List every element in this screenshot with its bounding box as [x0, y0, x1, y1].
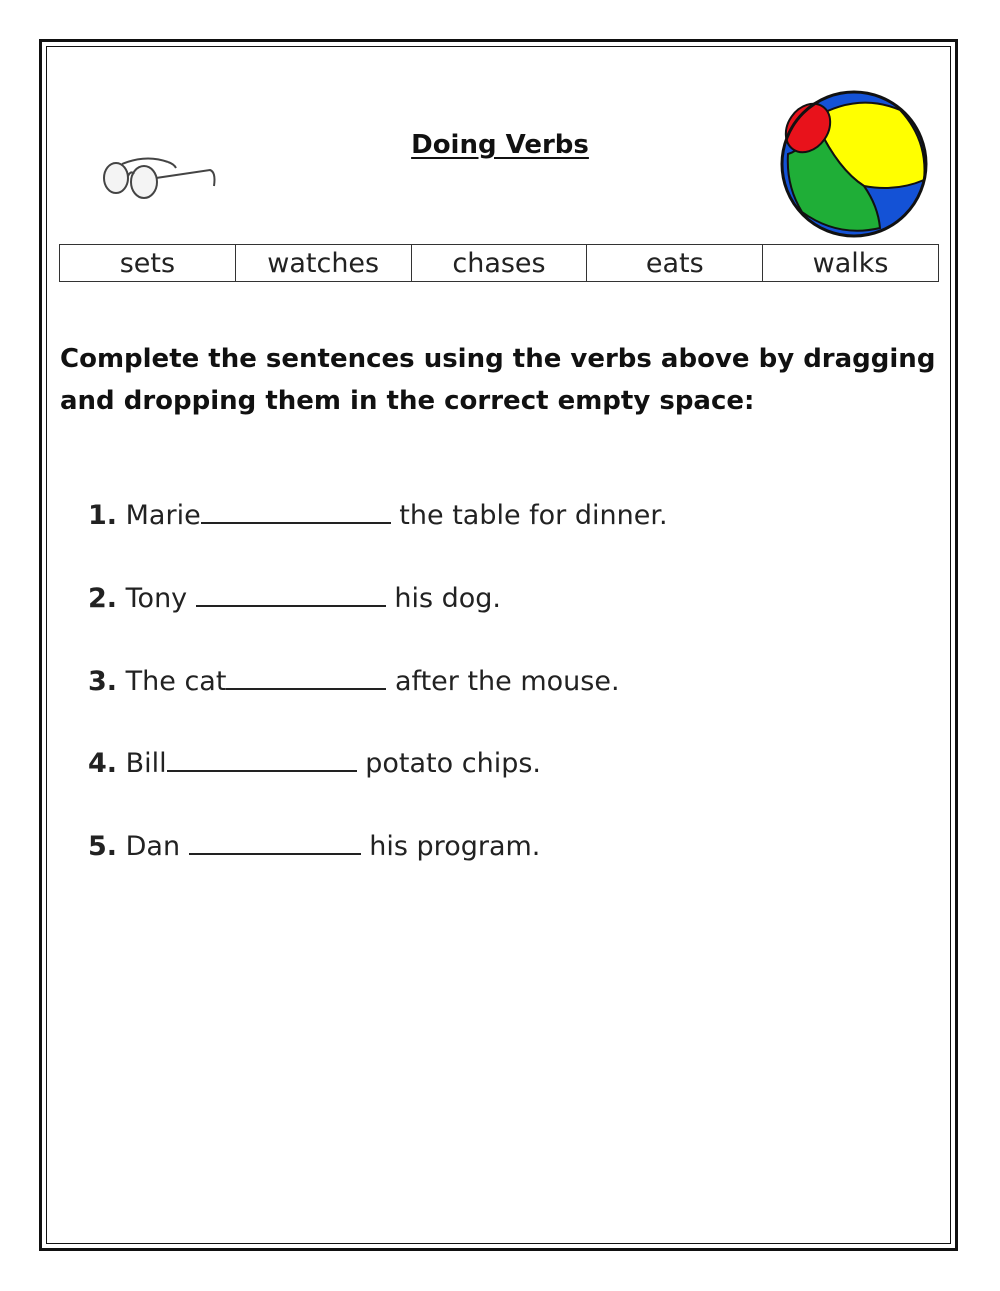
drop-zone-5[interactable]: [189, 829, 361, 855]
sentence-3: [88, 664, 620, 697]
verb-bank: [59, 244, 939, 282]
drop-zone-1[interactable]: [201, 498, 391, 524]
verb-option-watches[interactable]: watches: [235, 245, 411, 282]
verb-option-walks[interactable]: walks: [763, 245, 939, 282]
sentence-after: after the mouse.: [395, 666, 620, 697]
sentence-before: Bill: [125, 748, 167, 779]
sentence-number: 2.: [88, 583, 118, 614]
sentence-after: his dog.: [394, 583, 501, 614]
sentence-before: The cat: [125, 666, 227, 697]
drop-zone-4[interactable]: [167, 746, 357, 772]
sentence-after: potato chips.: [365, 748, 541, 779]
instructions: Complete the sentences using the verbs above by dragging and dropping them in the correct empty space:: [60, 344, 936, 416]
sentence-2: [88, 581, 501, 614]
sentence-4: [88, 746, 541, 779]
verb-option-sets[interactable]: sets: [60, 245, 236, 282]
drop-zone-2[interactable]: [196, 581, 386, 607]
drop-zone-3[interactable]: [226, 664, 386, 690]
sentence-before: Tony: [125, 583, 188, 614]
sentence-before: Marie: [125, 500, 201, 531]
sentence-before: Dan: [125, 831, 181, 862]
sentence-5: [88, 829, 540, 862]
sentence-number: 4.: [88, 748, 118, 779]
verb-option-chases[interactable]: chases: [411, 245, 587, 282]
sentence-after: the table for dinner.: [399, 500, 668, 531]
beach-ball-icon: [778, 88, 930, 240]
sentence-number: 1.: [88, 500, 118, 531]
sentence-number: 3.: [88, 666, 118, 697]
page-title: Doing Verbs: [411, 130, 589, 160]
sentence-after: his program.: [369, 831, 541, 862]
sentence-number: 5.: [88, 831, 118, 862]
sentence-1: [88, 498, 668, 531]
verb-option-eats[interactable]: eats: [587, 245, 763, 282]
